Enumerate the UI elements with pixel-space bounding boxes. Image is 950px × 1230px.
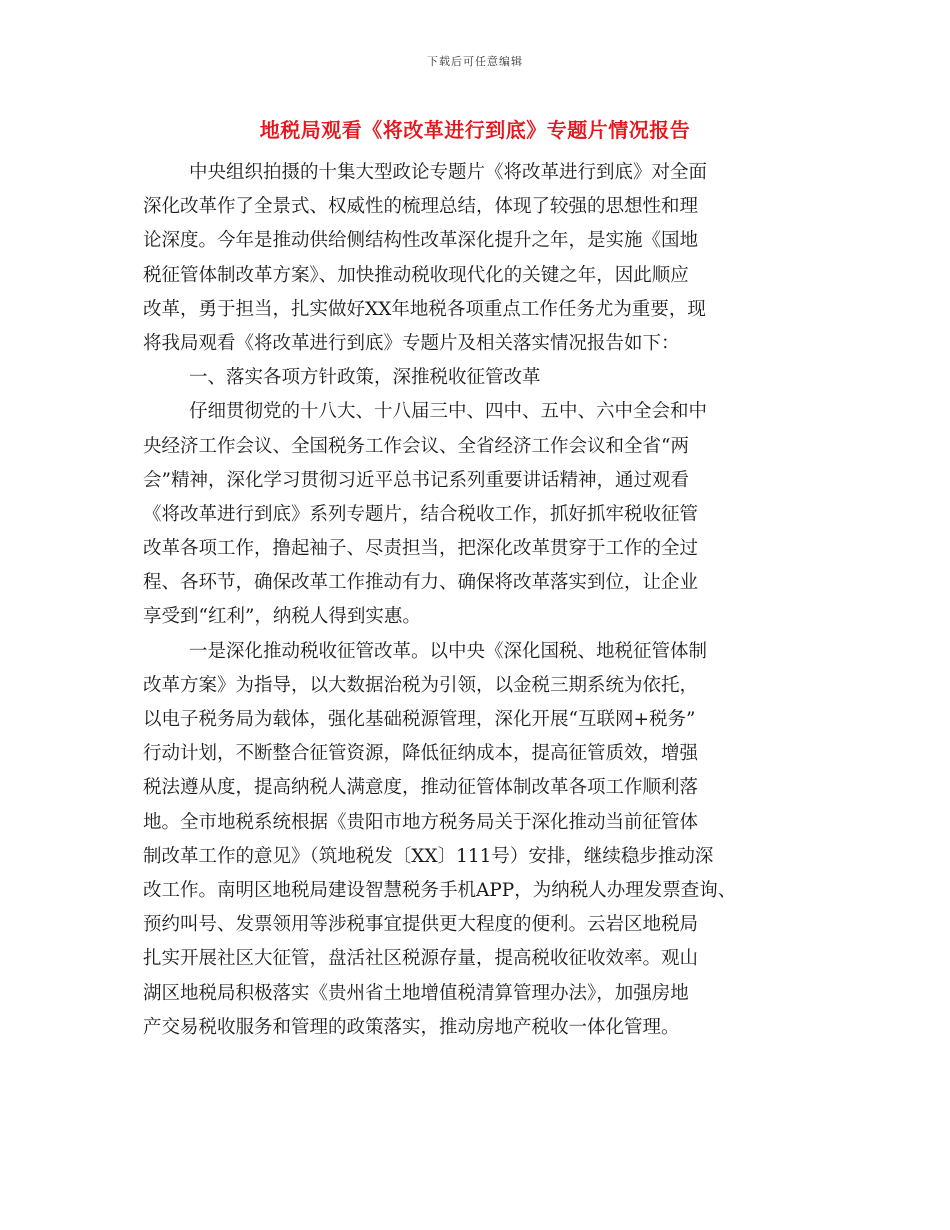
paragraph-line: 行动计划，不断整合征管资源，降低征纳成本，提高征管质效，增强 [143,743,699,765]
paragraph-line: 税征管体制改革方案》、加快推动税收现代化的关键之年，因此顺应 [143,264,689,286]
paragraph-line: 一是深化推动税收征管改革。以中央《深化国税、地税征管体制 [189,640,708,662]
paragraph-line: 将我局观看《将改革进行到底》专题片及相关落实情况报告如下： [143,332,680,354]
paragraph-line: 湖区地税局积极落实《贵州省土地增值税清算管理办法》，加强房地 [143,982,689,1004]
paragraph-line: 仔细贯彻党的十八大、十八届三中、四中、五中、六中全会和中 [189,401,708,423]
paragraph-line: 地。全市地税系统根据《贵阳市地方税务局关于深化推动当前征管体 [143,811,699,833]
paragraph-line: 《将改革进行到底》系列专题片，结合税收工作，抓好抓牢税收征管 [143,503,699,525]
paragraph-line: 央经济工作会议、全国税务工作会议、全省经济工作会议和全省“两 [143,435,689,457]
paragraph-line: 税法遵从度，提高纳税人满意度，推动征管体制改革各项工作顺利落 [143,777,699,799]
paragraph-line: 以电子税务局为载体，强化基础税源管理，深化开展“互联网+税务” [143,709,696,730]
paragraph-line: 扎实开展社区大征管，盘活社区税源存量，提高税收征收效率。观山 [143,948,699,970]
paragraph-line: 改革，勇于担当，扎实做好XX年地税各项重点工作任务尤为重要，现 [143,298,706,320]
header-note: 下载后可任意编辑 [427,55,523,68]
paragraph-line: 会”精神，深化学习贯彻习近平总书记系列重要讲话精神，通过观看 [143,469,689,491]
paragraph-line: 程、各环节，确保改革工作推动有力、确保将改革落实到位，让企业 [143,572,699,594]
paragraph-line: 论深度。今年是推动供给侧结构性改革深化提升之年，是实施《国地 [143,230,699,252]
paragraph-line: 制改革工作的意见》（筑地税发〔XX〕111号）安排，继续稳步推动深 [143,845,714,867]
document-body [143,156,833,1045]
section-heading: 一、落实各项方针政策，深推税收征管改革 [189,367,541,389]
paragraph-line: 改革方案》为指导，以大数据治税为引领，以金税三期系统为依托， [143,674,699,696]
paragraph-line: 中央组织拍摄的十集大型政论专题片《将改革进行到底》对全面 [189,162,708,183]
paragraph-line: 享受到“红利”，纳税人得到实惠。 [143,606,421,628]
paragraph-line: 改革各项工作，撸起袖子、尽责担当，把深化改革贯穿于工作的全过 [143,538,699,560]
paragraph-line: 改工作。南明区地税局建设智慧税务手机APP，为纳税人办理发票查询、 [143,879,737,901]
paragraph-line: 产交易税收服务和管理的政策落实，推动房地产税收一体化管理。 [143,1016,680,1038]
paragraph-line: 深化改革作了全景式、权威性的梳理总结，体现了较强的思想性和理 [143,196,699,218]
document-title: 地税局观看《将改革进行到底》专题片情况报告 [259,118,691,142]
paragraph-line: 预约叫号、发票领用等涉税事宜提供更大程度的便利。云岩区地税局 [143,914,699,936]
